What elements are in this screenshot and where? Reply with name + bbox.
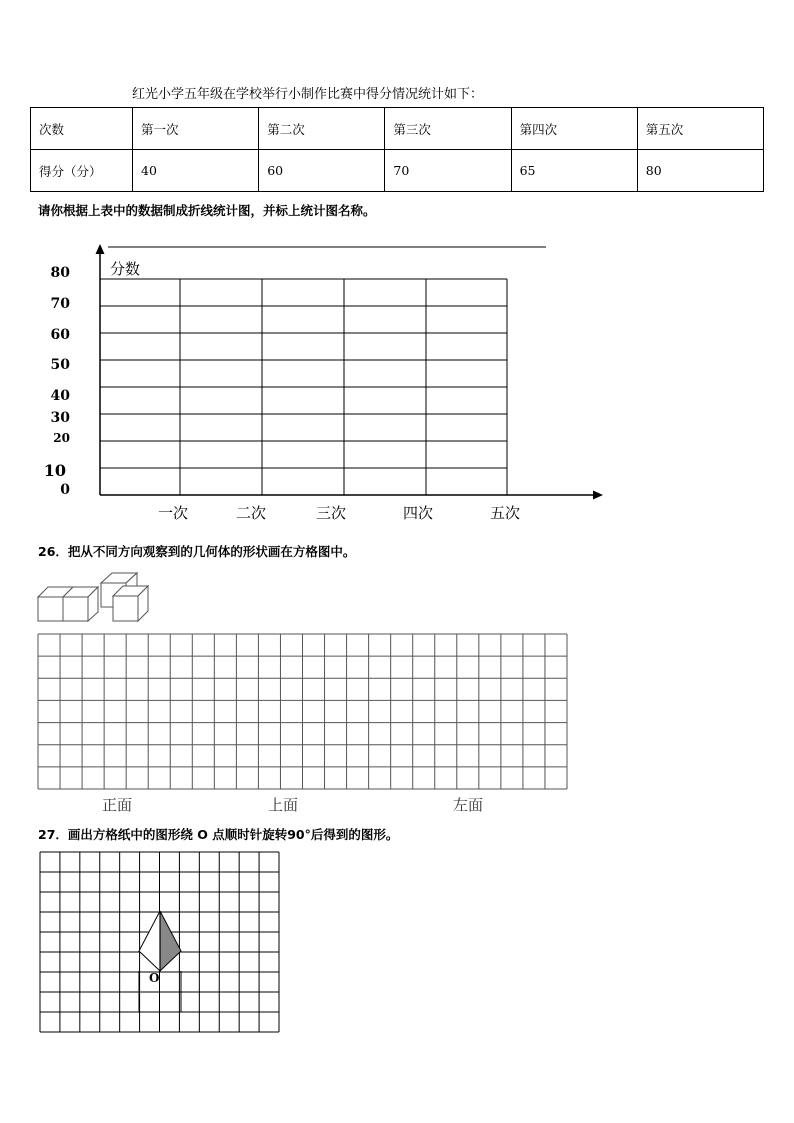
y-tick-label: 40	[50, 388, 70, 404]
chart-instruction: 请你根据上表中的数据制成折线统计图，并标上统计图名称。	[38, 203, 376, 218]
table-header-cell: 第四次	[511, 108, 637, 150]
y-axis-title: 分数	[110, 260, 141, 278]
x-tick-label: 三次	[316, 504, 347, 522]
y-tick-label: 20	[53, 431, 70, 445]
y-tick-label: 80	[50, 265, 70, 281]
table-header-cell: 第三次	[385, 108, 511, 150]
y-tick-label: 30	[50, 410, 70, 426]
kite-right-half	[160, 911, 181, 971]
y-tick-label: 70	[50, 296, 70, 312]
table-header-cell: 第一次	[133, 108, 259, 150]
score-cell: 40	[133, 150, 259, 192]
question-27-text: 27．画出方格纸中的图形绕 O 点顺时针旋转90°后得到的图形。	[38, 827, 399, 842]
y-tick-label: 60	[50, 327, 70, 343]
table-row-label: 得分（分）	[31, 150, 133, 192]
face-label-front: 正面	[102, 796, 133, 814]
score-cell: 65	[511, 150, 637, 192]
y-tick-label: 10	[43, 461, 66, 480]
table-header-cell: 第五次	[637, 108, 763, 150]
x-tick-label: 二次	[236, 504, 267, 522]
face-label-left: 左面	[453, 796, 484, 814]
rotation-point-label: O	[149, 971, 160, 985]
x-tick-label: 四次	[403, 504, 434, 522]
question-26-text: 26．把从不同方向观察到的几何体的形状画在方格图中。	[38, 544, 356, 559]
x-tick-label: 一次	[158, 504, 189, 522]
score-cell: 70	[385, 150, 511, 192]
y-tick-label: 0	[60, 482, 70, 498]
y-tick-label: 50	[50, 357, 70, 373]
kite-left-half	[139, 911, 160, 971]
x-tick-label: 五次	[490, 504, 521, 522]
table-header-cell: 次数	[31, 108, 133, 150]
intro-text: 红光小学五年级在学校举行小制作比赛中得分情况统计如下：	[132, 87, 484, 102]
face-label-top: 上面	[268, 796, 299, 814]
score-cell: 60	[259, 150, 385, 192]
kite-figure	[139, 911, 181, 971]
score-cell: 80	[637, 150, 763, 192]
table-header-cell: 第二次	[259, 108, 385, 150]
